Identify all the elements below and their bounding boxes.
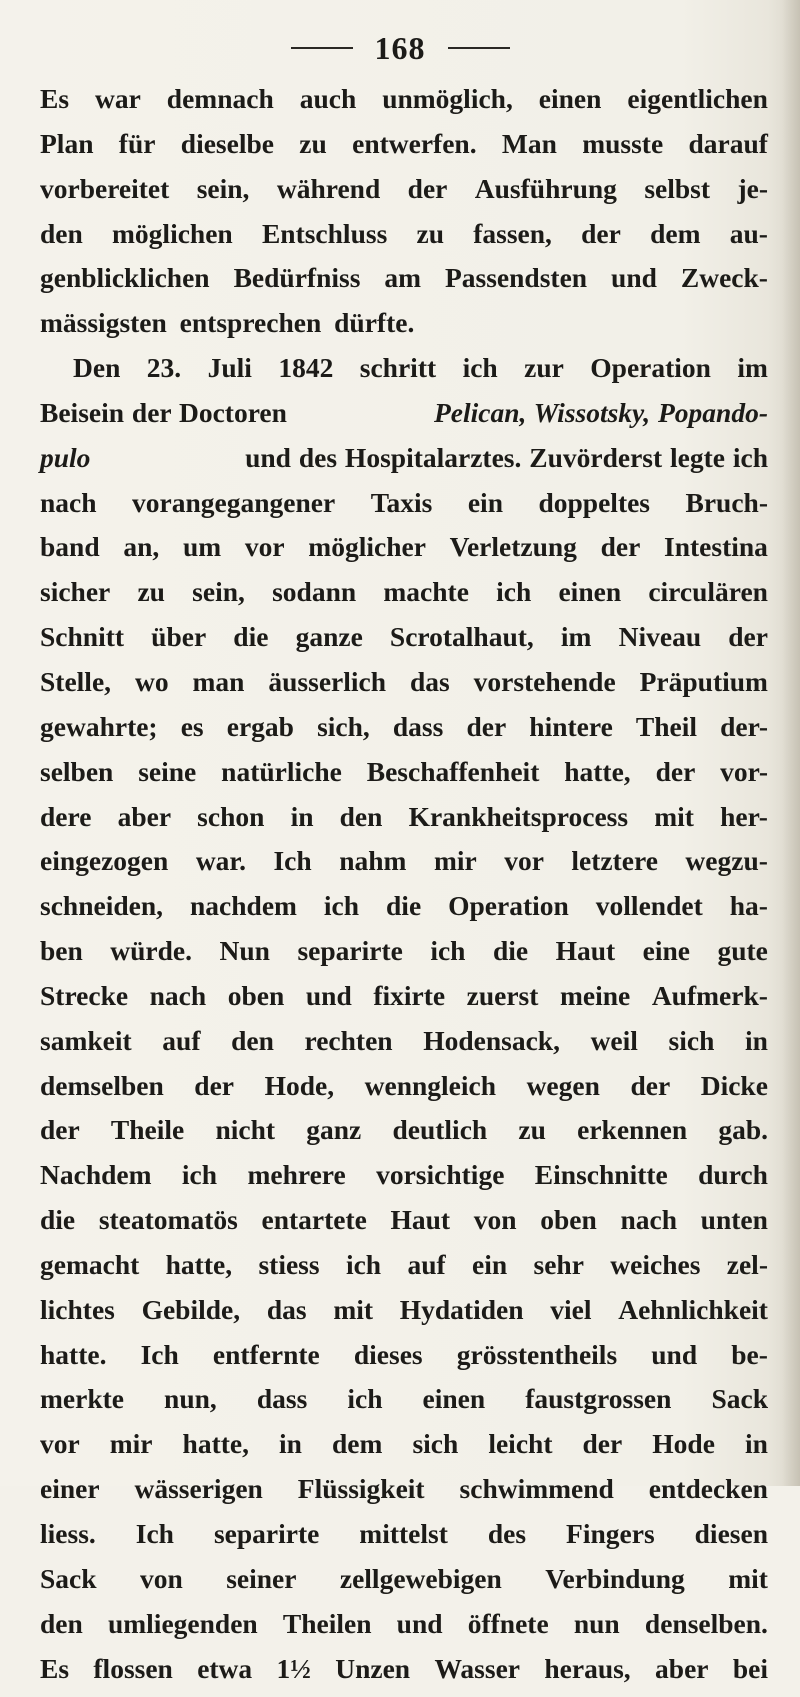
text-line: den umliegenden Theilen und öffnete nun denselben.	[40, 1607, 768, 1639]
right-rule	[448, 47, 510, 49]
text-line: vorbereitet sein, während der Ausführung selbst je-	[40, 172, 768, 204]
text-line: eingezogen war. Ich nahm mir vor letztere wegzu-	[40, 845, 768, 877]
text-line: nach vorangegangener Taxis ein doppeltes Bruch-	[40, 486, 768, 518]
text-line: demselben der Hode, wenngleich wegen der Dicke	[40, 1069, 768, 1101]
text-line: die steatomatös entartete Haut von oben nach unten	[40, 1204, 768, 1236]
text-line: Sack von seiner zellgewebigen Verbindung mit	[40, 1562, 768, 1594]
text-line: Es flossen etwa 1½ Unzen Wasser heraus, aber bei	[40, 1652, 768, 1684]
text-line: mässigsten entsprechen dürfte.	[40, 307, 415, 339]
text-segment: Beisein der Doctoren	[40, 396, 287, 428]
text-line: Den 23. Juli 1842 schritt ich zur Operation im	[73, 352, 768, 384]
text-line: Es war demnach auch unmöglich, einen eigentlichen	[40, 83, 768, 114]
text-line: dere aber schon in den Krankheitsprocess mit her-	[40, 800, 768, 832]
text-line: gemacht hatte, stiess ich auf ein sehr weiches zel-	[40, 1248, 768, 1280]
text-line: Nachdem ich mehrere vorsichtige Einschnitte durch	[40, 1159, 768, 1191]
text-line: selben seine natürliche Beschaffenheit hatte, der vor-	[40, 755, 768, 787]
italic-names: Pelican, Wissotsky, Popando-	[433, 396, 768, 428]
running-head	[0, 28, 800, 68]
body-text	[40, 83, 768, 1697]
text-line: ben würde. Nun separirte ich die Haut eine gute	[40, 935, 768, 967]
page-edge-shadow	[782, 0, 800, 1486]
text-line: merkte nun, dass ich einen faustgrossen Sack	[40, 1383, 768, 1415]
left-rule	[291, 47, 353, 49]
text-line: Stelle, wo man äusserlich das vorstehende Präputium	[40, 665, 768, 697]
text-line: den möglichen Entschluss zu fassen, der dem au-	[40, 217, 768, 249]
text-line	[40, 397, 768, 442]
text-line: genblicklichen Bedürfniss am Passendsten und Zweck-	[40, 262, 768, 294]
text-line: gewahrte; es ergab sich, dass der hintere Theil der-	[40, 710, 768, 742]
text-line: samkeit auf den rechten Hodensack, weil sich in	[40, 1024, 768, 1056]
text-line: hatte. Ich entfernte dieses grösstentheils und be-	[40, 1338, 768, 1370]
text-line: sicher zu sein, sodann machte ich einen circulären	[40, 576, 768, 608]
page-number: 168	[374, 29, 426, 66]
text-line: einer wässerigen Flüssigkeit schwimmend entdecken	[40, 1473, 768, 1505]
text-line: lichtes Gebilde, das mit Hydatiden viel Aehnlichkeit	[40, 1293, 768, 1325]
text-segment: und des Hospitalarztes. Zuvörderst legte ich	[245, 441, 768, 473]
text-line	[40, 442, 768, 487]
text-line: liess. Ich separirte mittelst des Fingers diesen	[40, 1518, 768, 1549]
text-line: vor mir hatte, in dem sich leicht der Hode in	[40, 1428, 768, 1460]
text-line: band an, um vor möglicher Verletzung der Intestina	[40, 531, 768, 563]
text-line: Strecke nach oben und fixirte zuerst meine Aufmerk-	[40, 979, 768, 1011]
text-line: Schnitt über die ganze Scrotalhaut, im Niveau der	[40, 621, 768, 653]
text-line: Plan für dieselbe zu entwerfen. Man musste darauf	[40, 127, 768, 159]
italic-name: pulo	[40, 441, 91, 473]
text-line: schneiden, nachdem ich die Operation vollendet ha-	[40, 890, 768, 922]
text-line: der Theile nicht ganz deutlich zu erkennen gab.	[40, 1114, 768, 1146]
